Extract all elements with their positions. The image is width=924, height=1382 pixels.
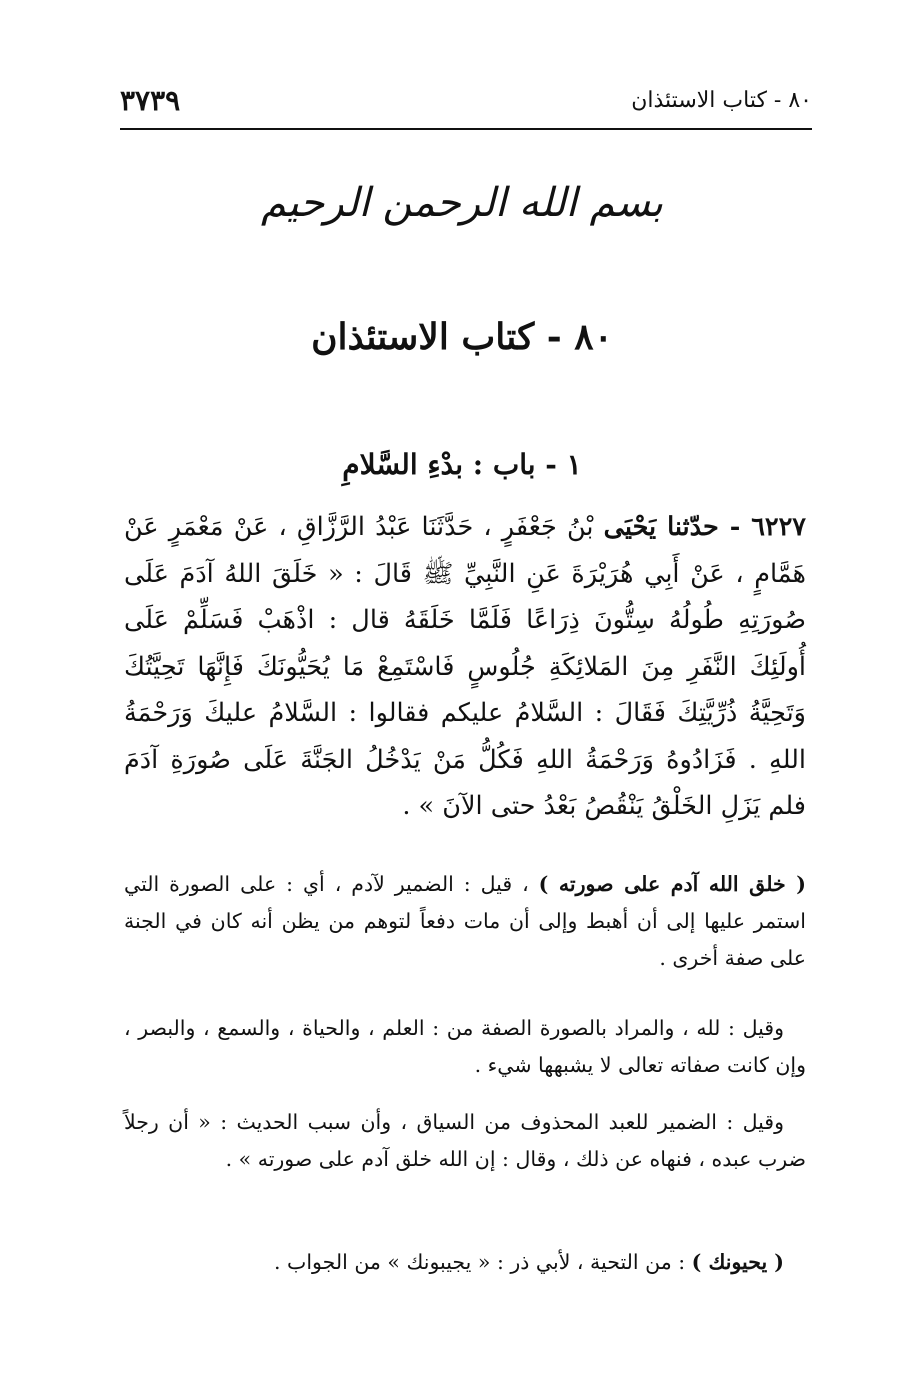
hadith-number-lead: ٦٢٢٧ - حدّثنا يَحْيَى [603,512,807,542]
commentary-text: : من التحية ، لأبي ذر : « يجيبونك » من الجواب . [274,1250,692,1274]
page-number: ٣٧٣٩ [120,84,181,117]
commentary-text: ، قيل : الضمير لآدم ، أي : على الصورة التي استمر عليها إلى أن أهبط وإلى أن مات دفعاً لتوهم من يظن أنه كان في الجنة على صفة أخرى . [124,872,806,970]
hadith-text [124,504,806,830]
book-title: ٨٠ - كتاب الاستئذان [311,316,613,358]
commentary-lemma: ( خلق الله آدم على صورته ) [538,872,806,896]
commentary-paragraph [124,1010,806,1084]
chapter-heading: ١ - باب : بدْءِ السَّلامِ [342,448,582,481]
commentary-paragraph [124,1244,806,1281]
hadith-body: بْنُ جَعْفَرٍ ، حَدَّثَنَا عَبْدُ الرَّزَّاقِ ، عَنْ مَعْمَرٍ عَنْ هَمَّامٍ ، عَنْ أَبِي هُرَيْرَةَ عَنِ النَّبِيِّ ﷺ قَالَ : « خَلَقَ اللهُ آدَمَ عَلَى صُورَتِهِ طُولُهُ سِتُّونَ ذِرَاعًا فَلَمَّا خَلَقَهُ قال : اذْهَبْ فَسَلِّمْ عَلَى أُولَئِكَ النَّفَرِ مِنَ المَلائِكَةِ جُلُوسٍ فَاسْتَمِعْ مَا يُحَيُّونَكَ فَإِنَّهَا تَحِيَّتُكَ وَتَحِيَّةُ ذُرِّيَّتِكَ فَقَالَ : السَّلامُ عليكم فقالوا : السَّلامُ عليكَ وَرَحْمَةُ اللهِ . فَزَادُوهُ وَرَحْمَةُ اللهِ فَكُلُّ مَنْ يَدْخُلُ الجَنَّةَ عَلَى صُورَةِ آدَمَ فلم يَزَلِ الخَلْقُ يَنْقُصُ بَعْدُ حتى الآنَ » . [124,512,806,821]
commentary-text: وقيل : الضمير للعبد المحذوف من السياق ، وأن سبب الحديث : « أن رجلاً ضرب عبده ، فنهاه عن ذلك ، وقال : إن الله خلق آدم على صورته » . [124,1110,806,1171]
commentary-paragraph [124,866,806,977]
commentary-text: وقيل : لله ، والمراد بالصورة الصفة من : العلم ، والحياة ، والسمع ، والبصر ، وإن كانت صفاته تعالى لا يشبهها شيء . [124,1016,806,1077]
commentary-lemma: ( يحيونك ) [691,1250,784,1274]
basmala-calligraphy: بسم الله الرحمن الرحيم [260,180,664,226]
running-head [120,84,812,130]
running-head-chapter: ٨٠ - كتاب الاستئذان [631,88,812,113]
commentary-paragraph [124,1104,806,1178]
